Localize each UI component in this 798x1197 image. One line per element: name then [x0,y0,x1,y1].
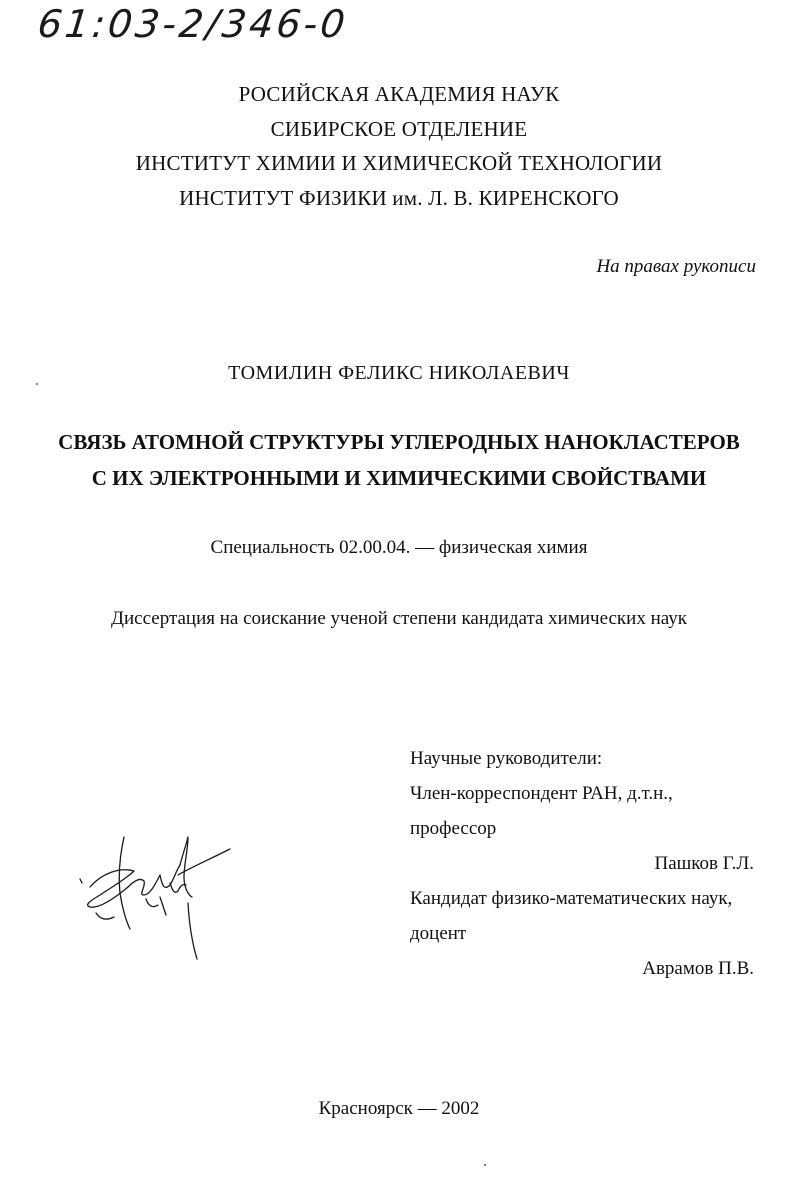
supervisors-heading: Научные руководители: [410,748,603,769]
specialty-line: Специальность 02.00.04. — физическая химия [210,537,588,558]
supervisor-1-name: Пашков Г.Л. [654,853,754,874]
author-name: ТОМИЛИН ФЕЛИКС НИКОЛАЕВИЧ [228,362,570,384]
thesis-title-line-2: С ИХ ЭЛЕКТРОННЫМИ И ХИМИЧЕСКИМИ СВОЙСТВАМИ [91,466,707,490]
scan-speck [484,1164,486,1166]
degree-line: Диссертация на соискание ученой степени кандидата химических наук [111,608,687,629]
scan-speck [36,383,38,385]
archive-code: 61:03-2/346-0 [35,2,350,46]
rights-note: На правах рукописи [596,256,756,277]
place-year: Красноярск — 2002 [318,1098,480,1119]
organization-line-3: ИНСТИТУТ ХИМИИ И ХИМИЧЕСКОЙ ТЕХНОЛОГИИ [135,151,663,175]
supervisor-2-title-line-1: Кандидат физико-математических наук, [410,888,733,909]
supervisor-1-title-line-2: профессор [410,818,497,839]
organization-line-1: РОСИЙСКАЯ АКАДЕМИЯ НАУК [238,82,560,106]
supervisor-2-name: Аврамов П.В. [642,958,754,979]
organization-line-2: СИБИРСКОЕ ОТДЕЛЕНИЕ [270,117,528,141]
organization-line-4: ИНСТИТУТ ФИЗИКИ им. Л. В. КИРЕНСКОГО [179,186,619,210]
supervisor-1-title-line-1: Член-корреспондент РАН, д.т.н., [410,783,673,804]
handwritten-signature-icon [60,825,250,970]
thesis-title-line-1: СВЯЗЬ АТОМНОЙ СТРУКТУРЫ УГЛЕРОДНЫХ НАНОКЛАСТЕРОВ [58,430,740,454]
supervisor-2-title-line-2: доцент [410,923,467,944]
